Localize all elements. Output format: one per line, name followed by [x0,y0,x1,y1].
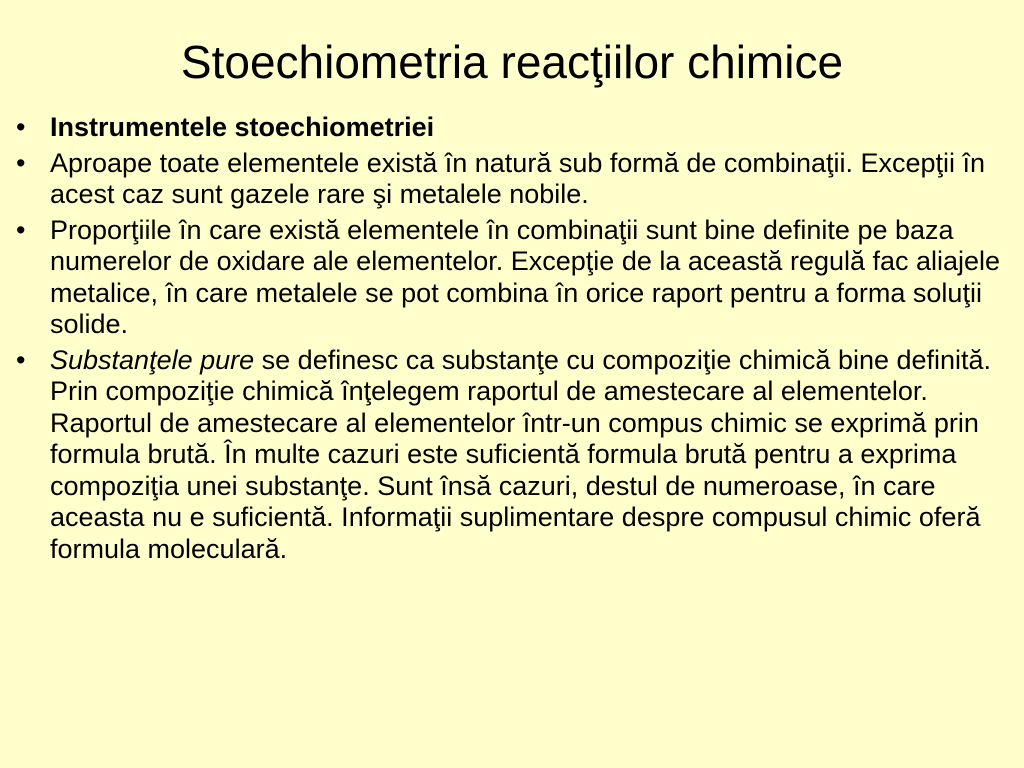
slide-title: Stoechiometria reacţiilor chimice [180,36,844,88]
bullet-heading: Instrumentele stoechiometriei [50,112,435,142]
bullet-text: Aproape toate elementele există în natură sub formă de combinaţii. Excepţii în acest caz sunt gazele rare şi metalele nobile. [50,147,986,209]
bullet-list [12,112,1016,569]
bullet-item [12,112,1016,144]
bullet-item [12,148,1016,211]
bullet-text: se definesc ca substanţe cu compoziţie chimică bine definită. Prin compoziţie chimică înţelegem raportul de amestecare al elementelor. Raportul de amestecare al elementelor într-un compus chimic se exprimă prin formula brută. În multe cazuri este suficientă formula brută pentru a exprima compoziţia unei substanţe. Sunt însă cazuri, destul de numeroase, în care aceasta nu e suficientă. Informaţii suplimentare despre compusul chimic oferă formula moleculară. [50,344,992,564]
bullet-item [12,345,1016,566]
bullet-text: Proporţiile în care există elementele în combinaţii sunt bine definite pe baza numerelor de oxidare ale elementelor. Excepţie de la această regulă fac aliajele metalice, în care metalele se pot combina în orice raport pentru a forma soluţii solide. [50,214,1001,339]
bullet-item [12,215,1016,341]
bullet-italic-term: Substanţele pure [50,344,255,375]
